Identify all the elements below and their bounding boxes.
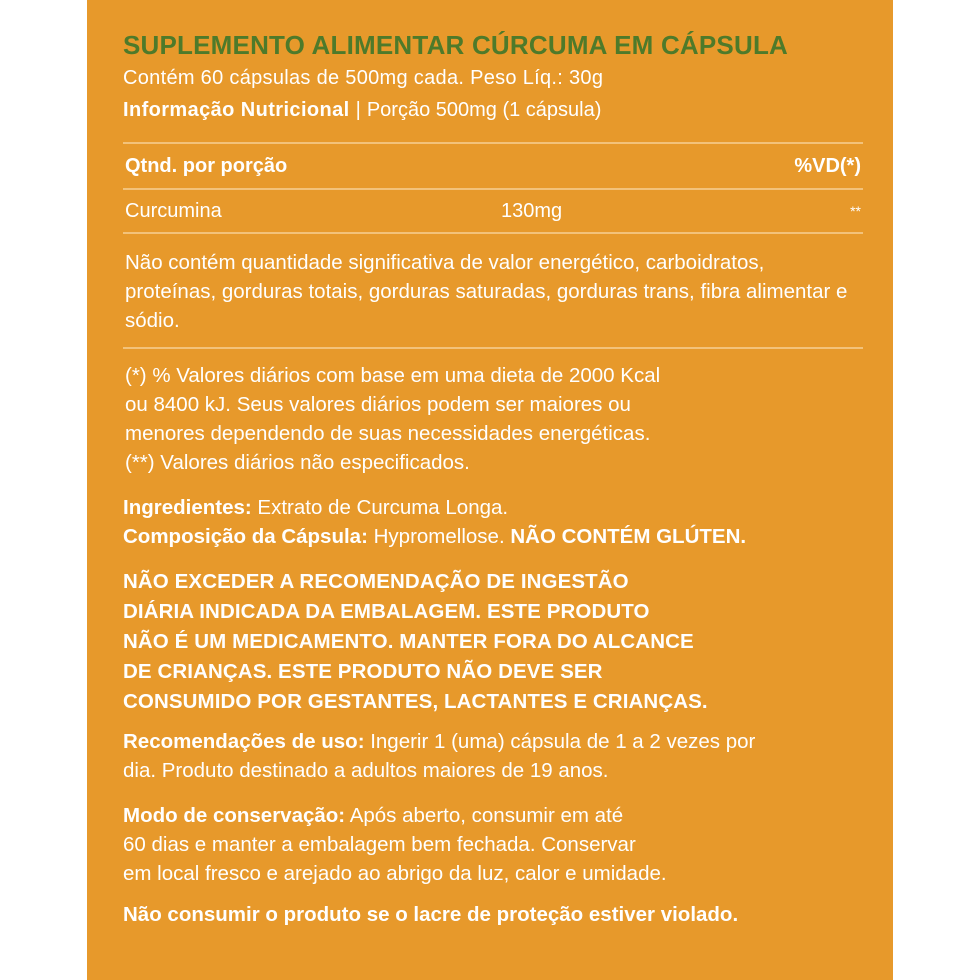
conservation-line: 60 dias e manter a embalagem bem fechada. Conservar bbox=[123, 833, 636, 856]
conservation-block bbox=[123, 801, 863, 888]
usage-label: Recomendações de uso: bbox=[123, 730, 365, 753]
conservation-text: Após aberto, consumir em até bbox=[345, 804, 624, 827]
nutrient-name: Curcumina bbox=[125, 199, 222, 222]
conservation-line bbox=[123, 801, 863, 830]
capsule-line bbox=[123, 522, 863, 551]
warning-line: NÃO EXCEDER A RECOMENDAÇÃO DE INGESTÃO bbox=[123, 570, 629, 593]
ingredients-block bbox=[123, 493, 863, 551]
seal-warning: Não consumir o produto se o lacre de proteção estiver violado. bbox=[123, 903, 739, 926]
warning-line: NÃO É UM MEDICAMENTO. MANTER FORA DO ALCANCE bbox=[123, 630, 694, 653]
daily-value-notes bbox=[123, 349, 863, 477]
nutrition-info-line bbox=[123, 96, 863, 124]
portion-text: Porção 500mg (1 cápsula) bbox=[366, 99, 602, 121]
warning-line: DIÁRIA INDICADA DA EMBALAGEM. ESTE PRODUTO bbox=[123, 600, 650, 623]
ingredients-text: Extrato de Curcuma Longa. bbox=[251, 496, 509, 519]
warning-line: CONSUMIDO POR GESTANTES, LACTANTES E CRIANÇAS. bbox=[123, 690, 708, 713]
note-line: menores dependendo de suas necessidades energéticas. bbox=[125, 422, 651, 445]
nutrition-info-label: Informação Nutricional bbox=[123, 99, 350, 121]
safety-warning bbox=[123, 567, 863, 717]
note-line: (*) % Valores diários com base em uma dieta de 2000 Kcal bbox=[125, 364, 661, 387]
capsule-text: Hypromellose. bbox=[367, 525, 511, 548]
nutrient-vd: ** bbox=[850, 203, 861, 219]
usage-line bbox=[123, 727, 863, 756]
note-line: (**) Valores diários não especificados. bbox=[125, 451, 470, 474]
note-line: ou 8400 kJ. Seus valores diários podem ser maiores ou bbox=[125, 393, 631, 416]
nutrient-amount: 130mg bbox=[501, 199, 563, 222]
conservation-label: Modo de conservação: bbox=[123, 804, 346, 827]
table-header bbox=[123, 144, 863, 188]
usage-recommendation bbox=[123, 727, 863, 785]
usage-text: Ingerir 1 (uma) cápsula de 1 a 2 vezes por bbox=[364, 730, 756, 753]
header-qty: Qtnd. por porção bbox=[125, 154, 288, 177]
nutrition-note: Não contém quantidade significativa de valor energético, carboidratos, proteínas, gorduras totais, gorduras saturadas, gorduras trans, fibra alimentar e sódio. bbox=[125, 251, 848, 332]
gluten-warning: NÃO CONTÉM GLÚTEN. bbox=[510, 525, 747, 548]
table-row bbox=[123, 190, 863, 232]
product-subtitle: Contém 60 cápsulas de 500mg cada. Peso Líq.: 30g bbox=[123, 67, 604, 89]
product-title: SUPLEMENTO ALIMENTAR CÚRCUMA EM CÁPSULA bbox=[123, 30, 789, 60]
usage-line: dia. Produto destinado a adultos maiores de 19 anos. bbox=[123, 759, 609, 782]
ingredients-label: Ingredientes: bbox=[123, 496, 252, 519]
info-separator: | bbox=[355, 99, 361, 121]
header-vd: %VD(*) bbox=[794, 154, 861, 177]
conservation-line: em local fresco e arejado ao abrigo da luz, calor e umidade. bbox=[123, 862, 667, 885]
ingredients-line bbox=[123, 493, 863, 522]
nutrition-label bbox=[87, 0, 893, 980]
warning-line: DE CRIANÇAS. ESTE PRODUTO NÃO DEVE SER bbox=[123, 660, 603, 683]
capsule-label: Composição da Cápsula: bbox=[123, 525, 368, 548]
